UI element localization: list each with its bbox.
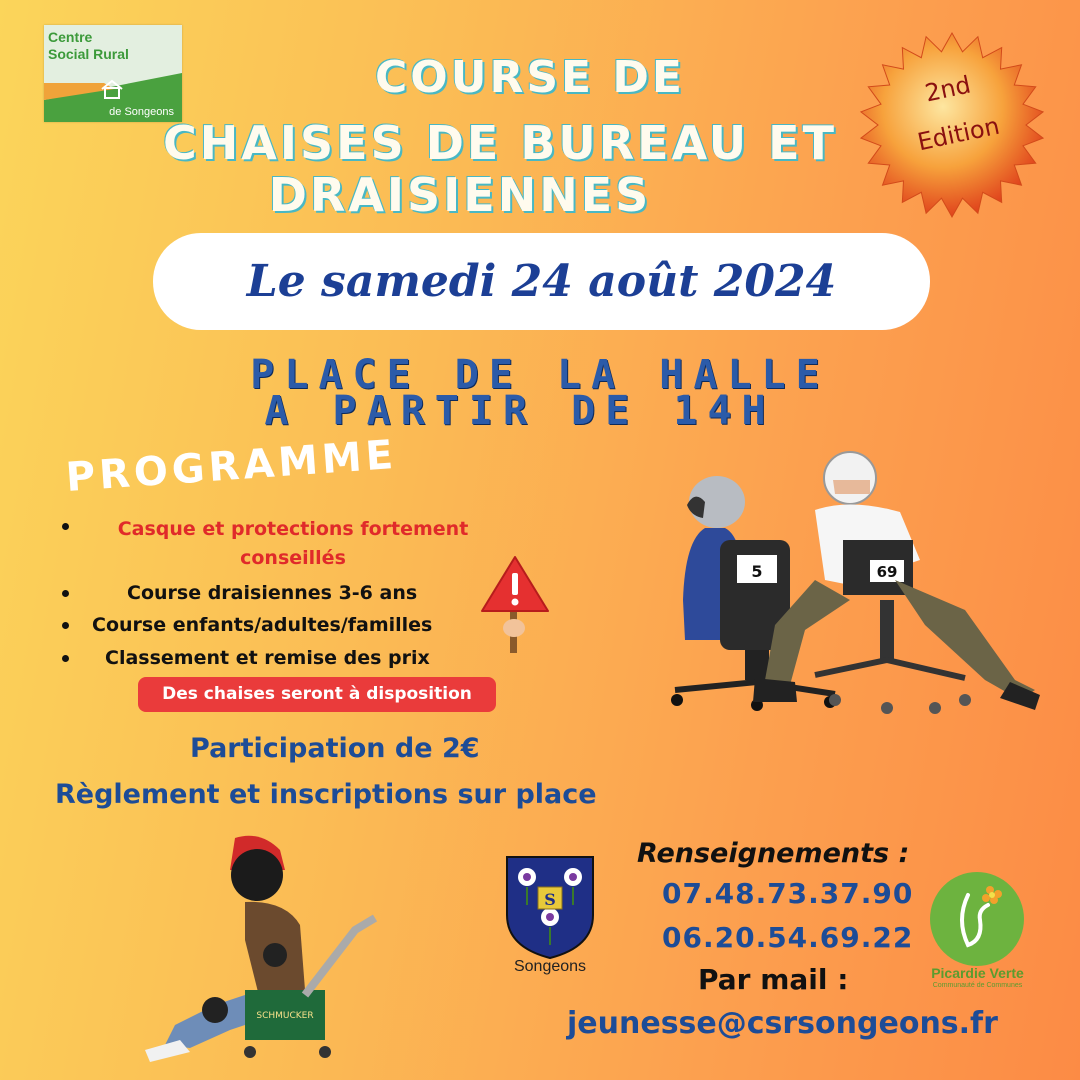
logo-line-3: de Songeons xyxy=(109,106,174,118)
programme-item-classement: Classement et remise des prix xyxy=(105,647,430,669)
bib-right: 69 xyxy=(876,563,898,581)
event-date: Le samedi 24 août 2024 xyxy=(246,256,837,307)
chairs-note-pill xyxy=(138,677,496,712)
place-line-2: A PARTIR DE 14H xyxy=(264,388,776,434)
crest-letter: S xyxy=(544,890,556,909)
crate-label: SCHMUCKER xyxy=(256,1011,314,1021)
child-racer-photo xyxy=(135,830,395,1070)
bullet-icon xyxy=(62,622,69,629)
programme-item-helmet: Casque et protections fortement conseillés xyxy=(117,518,469,569)
mail-label: Par mail : xyxy=(698,963,849,996)
bib-left: 5 xyxy=(751,562,763,581)
contact-email: jeunesse@csrsongeons.fr xyxy=(567,1006,998,1041)
programme-heading: PROGRAMME xyxy=(64,431,399,501)
picardie-verte-label: Picardie Verte xyxy=(931,965,1024,981)
edition-badge xyxy=(857,30,1047,220)
chairs-note: Des chaises seront à disposition xyxy=(162,684,472,704)
phone-number-1: 07.48.73.37.90 xyxy=(662,877,914,910)
title-line-1: COURSE DE xyxy=(375,52,685,103)
logo-line-2: Social Rural xyxy=(48,46,129,62)
badge-line-2: Edition xyxy=(914,111,1003,157)
racers-photo xyxy=(665,450,1045,720)
songeons-crest-icon xyxy=(505,855,595,960)
warning-sign-icon xyxy=(478,553,553,658)
participation-fee: Participation de 2€ xyxy=(190,733,480,764)
title-line-2: CHAISES DE BUREAU ET xyxy=(163,116,837,170)
date-pill xyxy=(153,233,930,330)
registration-info: Règlement et inscriptions sur place xyxy=(55,779,597,810)
phone-number-2: 06.20.54.69.22 xyxy=(662,921,914,954)
bullet-icon xyxy=(62,655,69,662)
bullet-icon xyxy=(62,523,69,530)
logo-line-1: Centre xyxy=(48,29,93,45)
contact-heading: Renseignements : xyxy=(637,838,910,869)
programme-item-courses: Course enfants/adultes/familles xyxy=(92,614,433,636)
badge-line-1: 2nd xyxy=(922,70,974,108)
bullet-icon xyxy=(62,590,69,597)
picardie-verte-sub: Communauté de Communes xyxy=(932,982,1023,989)
title-line-3: DRAISIENNES xyxy=(268,168,652,222)
picardie-verte-logo-icon xyxy=(928,870,1026,968)
place-line-1: PLACE DE LA HALLE xyxy=(250,352,830,398)
songeons-label: Songeons xyxy=(513,958,587,975)
programme-item-draisiennes: Course draisiennes 3-6 ans xyxy=(127,582,418,604)
